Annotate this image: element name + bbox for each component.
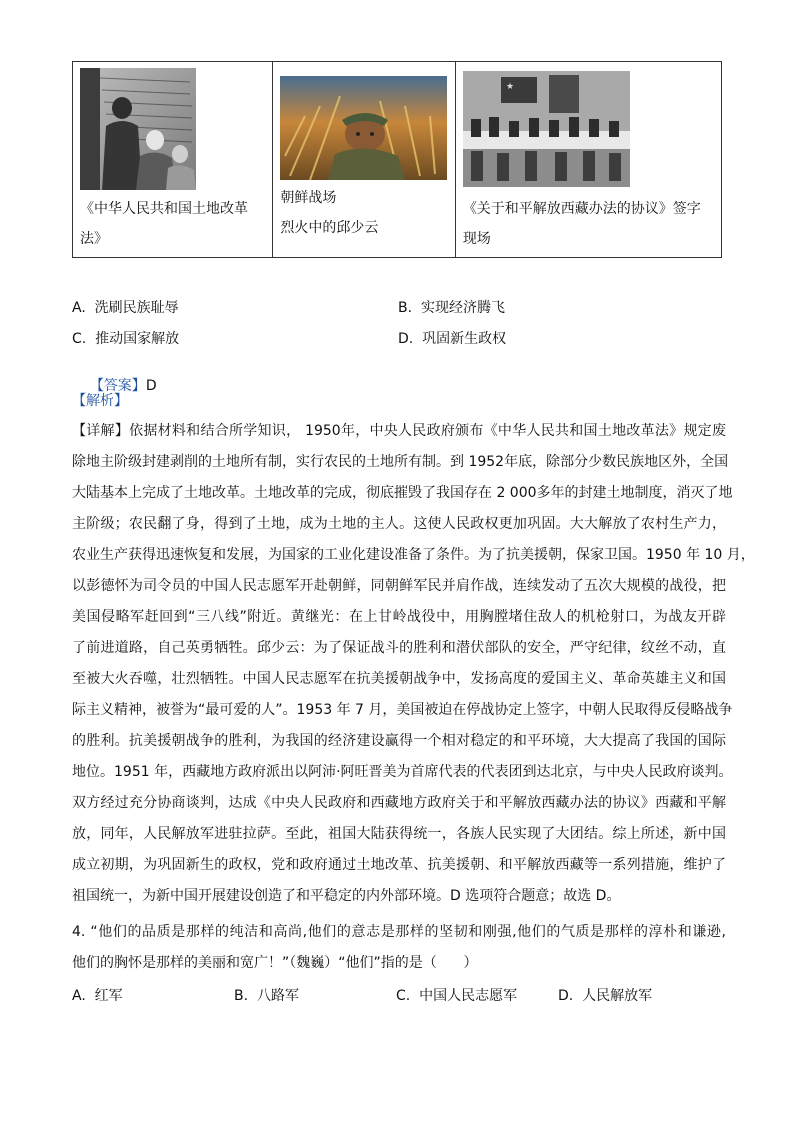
detail-line: 放，同年，人民解放军进驻拉萨。至此，祖国大陆获得统一，各族人民实现了大团结。综上所述，新中国 [72, 826, 726, 842]
q4-option-a[interactable]: A. 红军 [72, 988, 123, 1004]
detail-paragraph [72, 416, 755, 912]
option-b[interactable]: B. 实现经济腾飞 [398, 300, 505, 316]
caption-land-reform-line2: 法》 [80, 231, 108, 247]
detail-line: 际主义精神，被誉为“最可爱的人”。1953 年 7 月，美国被迫在停战协定上签字，中朝人民取得反侵略战争 [72, 702, 733, 718]
detail-line: 至被大火吞噬，壮烈牺牲。中国人民志愿军在抗美援朝战争中，发扬高度的爱国主义、革命英雄主义和国 [72, 671, 726, 687]
detail-line: 双方经过充分协商谈判，达成《中央人民政府和西藏地方政府关于和平解放西藏办法的协议》西藏和平解 [72, 795, 726, 811]
detail-line: 除地主阶级封建剥削的土地所有制，实行农民的土地所有制。到 1952年底，除部分少数民族地区外，全国 [72, 454, 729, 470]
detail-line: 大陆基本上完成了土地改革。土地改革的完成，彻底摧毁了我国存在 2 000多年的封建土地制度，消灭了地 [72, 485, 733, 501]
caption-land-reform-line1: 《中华人民共和国土地改革 [80, 201, 248, 217]
option-a[interactable]: A. 洗刷民族耻辱 [72, 300, 179, 316]
detail-line: 地位。1951 年，西藏地方政府派出以阿沛·阿旺晋美为首席代表的代表团到达北京，与中央人民政府谈判。 [72, 764, 733, 780]
land-reform-photo [80, 68, 196, 190]
table-cell-korean-war [272, 62, 454, 257]
caption-korean-battlefield: 朝鲜战场 [280, 190, 337, 206]
answer-label: 【答案】 [89, 378, 146, 394]
q4-option-d[interactable]: D. 人民解放军 [558, 988, 653, 1004]
option-c[interactable]: C. 推动国家解放 [72, 331, 180, 347]
table-cell-land-reform [73, 62, 272, 257]
table-cell-tibet-agreement [455, 62, 721, 257]
detail-line: 农业生产获得迅速恢复和发展，为国家的工业化建设准备了条件。为了抗美援朝，保家卫国。1950 年 10 月， [72, 547, 755, 563]
caption-qiu-shaoyun: 烈火中的邱少云 [280, 220, 379, 236]
detail-line: 了前进道路，自己英勇牺牲。邱少云：为了保证战斗的胜利和潜伏部队的安全，严守纪律，纹丝不动，直 [72, 640, 726, 656]
q4-option-c[interactable]: C. 中国人民志愿军 [396, 988, 518, 1004]
detail-line: 祖国统一，为新中国开展建设创造了和平稳定的内外部环境。D 选项符合题意；故选 D。 [72, 888, 621, 904]
detail-line: 美国侵略军赶回到“三八线”附近。黄继光：在上甘岭战役中，用胸膛堵住敌人的机枪射口，为战友开辟 [72, 609, 726, 625]
caption-tibet-agreement-line1: 《关于和平解放西藏办法的协议》签字 [462, 201, 701, 217]
caption-tibet-agreement-line2: 现场 [462, 231, 491, 247]
q4-option-b[interactable]: B. 八路军 [234, 988, 299, 1004]
svg-text:★: ★ [505, 82, 514, 92]
question-4-stem [72, 917, 726, 979]
question-4-line2: 他们的胸怀是那样的美丽和宽广！”（魏巍）“他们”指的是（ ） [72, 955, 478, 971]
qiu-shaoyun-painting [280, 76, 447, 180]
detail-line: 【详解】依据材料和结合所学知识， 1950年，中央人民政府颁布《中华人民共和国土地改革法》规定废 [72, 423, 726, 439]
detail-line: 成立初期，为巩固新生的政权，党和政府通过土地改革、抗美援朝、和平解放西藏等一系列措施，维护了 [72, 857, 726, 873]
tibet-agreement-photo [463, 71, 630, 187]
question-4-line1: 4. “他们的品质是那样的纯洁和高尚,他们的意志是那样的坚韧和刚强,他们的气质是那样的淳朴和谦逊, [72, 924, 726, 940]
analysis-label: 【解析】 [72, 393, 128, 409]
answer-value: D [145, 378, 157, 394]
detail-line: 的胜利。抗美援朝战争的胜利，为我国的经济建设赢得一个相对稳定的和平环境，大大提高了我国的国际 [72, 733, 726, 749]
option-d[interactable]: D. 巩固新生政权 [398, 331, 507, 347]
detail-line: 以彭德怀为司令员的中国人民志愿军开赴朝鲜，同朝鲜军民并肩作战，连续发动了五次大规模的战役，把 [72, 578, 726, 594]
image-table [72, 61, 722, 258]
detail-line: 主阶级；农民翻了身，得到了土地，成为土地的主人。这使人民政权更加巩固。大大解放了农村生产力， [72, 516, 726, 532]
